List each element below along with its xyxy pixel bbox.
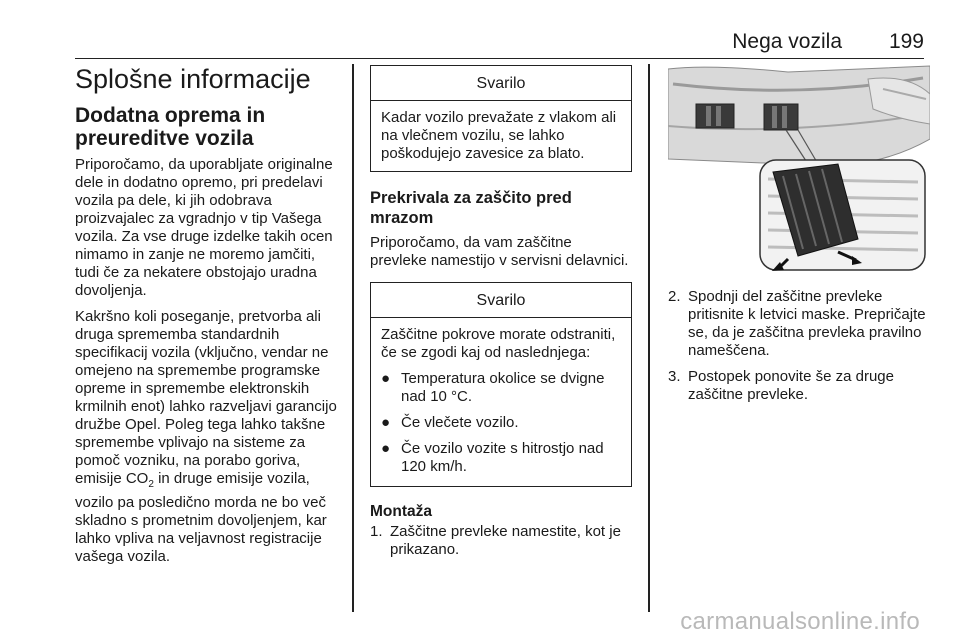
section-heading: Dodatna oprema in preureditve vozila — [75, 104, 266, 150]
column-right — [668, 64, 930, 412]
grille-cover-illustration — [668, 64, 930, 274]
page-number: 199 — [888, 30, 924, 53]
subsection-heading: Prekrivala za zaščito pred mrazom — [370, 189, 572, 227]
warning-body — [371, 318, 631, 486]
step-number: 1. — [370, 523, 383, 540]
page-title: Splošne informacije — [75, 64, 311, 94]
bullet-icon: ● — [381, 370, 391, 387]
bullet-icon: ● — [381, 440, 391, 457]
list-item-text: Temperatura okolice se dvigne nad 10 °C. — [401, 370, 605, 405]
warning-text: Zaščitne pokrove morate odstraniti, če se zgodi kaj od naslednjega: — [381, 326, 616, 361]
warning-title: Svarilo — [371, 283, 631, 318]
subsection-heading: Montaža — [370, 503, 432, 520]
list-item-text: Če vozilo vozite s hitrostjo nad 120 km/h. — [401, 440, 604, 475]
paragraph-text: Kakršno koli poseganje, pretvorba ali druga sprememba standardnih specifikacij vozila (vključno, vendar ne omejeno na spremembe programske opreme in spremembe elektronskih krmilnih enot) lahko razveljavi garancijo družbe Opel. Poleg tega lahko takšne spremembe vplivajo na sisteme za pomoč vozniku, na porabo goriva, emisije CO — [75, 308, 337, 487]
paragraph-text: in druge emisije vozila, vozilo pa posledično morda ne bo več skladno s prometnim dovoljenjem, kar lahko vpliva na veljavnost registracije vašega vozila. — [75, 470, 327, 565]
warning-text: Kadar vozilo prevažate z vlakom ali na vlečnem vozilu, se lahko poškodujejo zavesice za blato. — [381, 109, 617, 162]
page-header — [75, 28, 924, 59]
step-item — [668, 368, 930, 404]
bullet-icon: ● — [381, 414, 391, 431]
column-middle — [370, 64, 632, 567]
column-left — [75, 64, 343, 574]
subscript: 2 — [148, 479, 154, 490]
step-list — [668, 288, 930, 404]
step-text: Postopek ponovite še za druge zaščitne prevleke. — [688, 368, 894, 403]
list-item-text: Če vlečete vozilo. — [401, 414, 519, 431]
warning-body — [371, 101, 631, 171]
warning-title: Svarilo — [371, 66, 631, 101]
step-item — [668, 288, 930, 360]
step-list — [370, 523, 632, 559]
grille-cover-drawing — [668, 64, 930, 274]
step-number: 3. — [668, 368, 681, 385]
step-text: Spodnji del zaščitne prevleke pritisnite k letvici maske. Prepričajte se, da je zaščitna prevleka pravilno nameščena. — [688, 288, 926, 359]
section-title: Nega vozila — [732, 30, 842, 53]
list-item — [381, 370, 621, 406]
step-text: Zaščitne prevleke namestite, kot je prikazano. — [390, 523, 621, 558]
bullet-list — [381, 370, 621, 476]
warning-box — [370, 282, 632, 487]
list-item — [381, 440, 621, 476]
paragraph: Priporočamo, da vam zaščitne prevleke namestijo v servisni delavnici. — [370, 234, 629, 269]
watermark: carmanualsonline.info — [680, 608, 920, 635]
warning-box — [370, 65, 632, 172]
column-divider — [352, 64, 354, 612]
paragraph — [75, 308, 343, 566]
list-item — [381, 414, 621, 432]
column-divider — [648, 64, 650, 612]
paragraph: Priporočamo, da uporabljate originalne dele in dodatno opremo, pri predelavi vozila pa dele, ki jih odobrava proizvajalec za vgradnjo v tip Vašega vozila. Za vse druge izdelke takih ocen nimamo in zanje ne moremo jamčiti, tudi če za nekatere obstojajo uradna dovoljenja. — [75, 156, 333, 299]
step-item — [370, 523, 632, 559]
step-number: 2. — [668, 288, 681, 305]
